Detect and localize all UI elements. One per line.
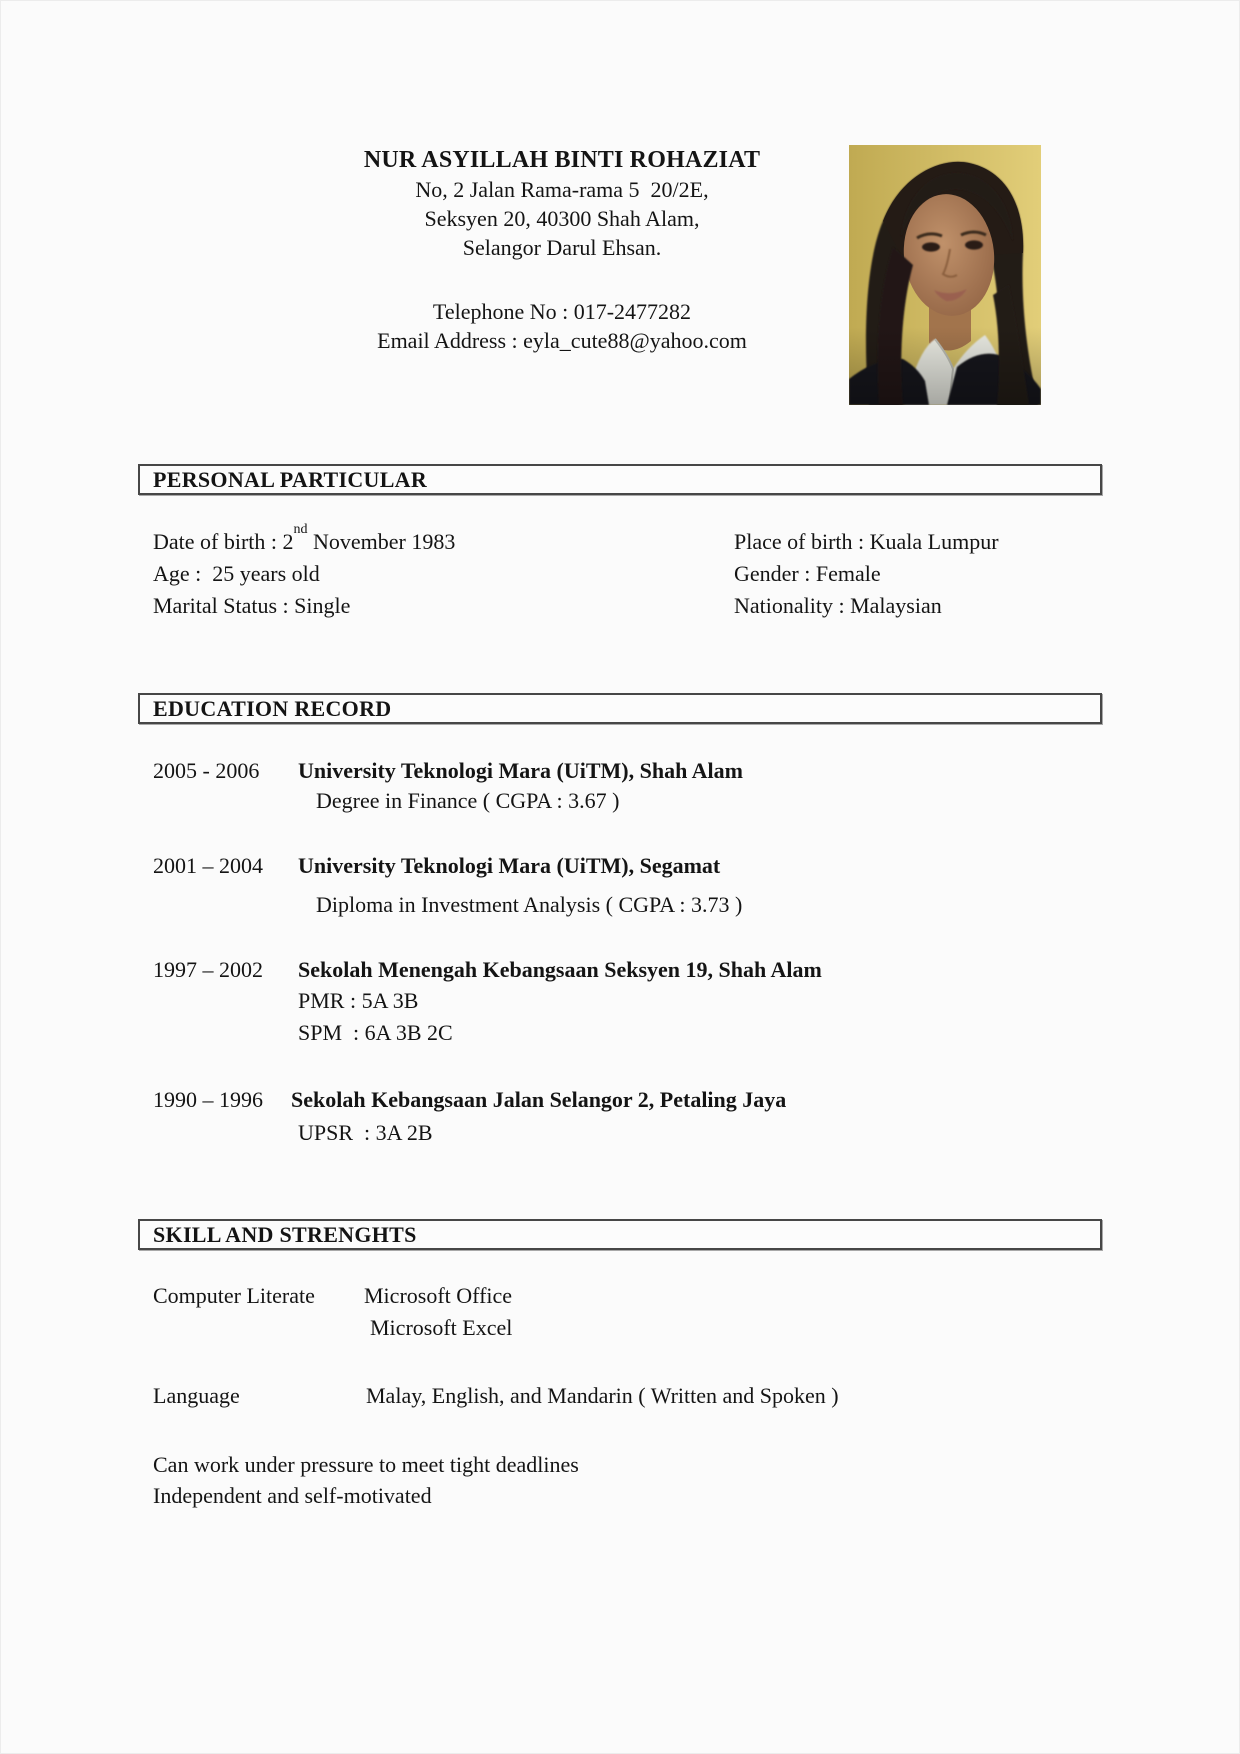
- profile-photo-graphic: [849, 145, 1041, 405]
- education-school: Sekolah Menengah Kebangsaan Seksyen 19, Shah Alam: [298, 957, 822, 982]
- section-personal-particular: [138, 464, 1102, 495]
- address-line-3: Selangor Darul Ehsan.: [462, 235, 662, 260]
- skill-label-language: Language: [153, 1383, 240, 1408]
- skill-value-excel: Microsoft Excel: [370, 1315, 513, 1340]
- dob-post: November 1983: [307, 529, 456, 554]
- photo-vignette: [849, 145, 1041, 405]
- strength-statement-1: Can work under pressure to meet tight deadlines: [153, 1452, 579, 1477]
- age-row: Age : 25 years old: [153, 561, 320, 586]
- education-period: 1990 – 1996: [153, 1087, 263, 1112]
- section-skill-strengths: [138, 1219, 1102, 1250]
- gender-row: Gender : Female: [734, 561, 881, 586]
- dob-pre: Date of birth : 2: [153, 529, 294, 554]
- nationality-row: Nationality : Malaysian: [734, 593, 942, 618]
- email-line: Email Address : eyla_cute88@yahoo.com: [377, 328, 747, 353]
- marital-row: Marital Status : Single: [153, 593, 351, 618]
- education-detail: UPSR : 3A 2B: [298, 1120, 433, 1145]
- education-school: Sekolah Kebangsaan Jalan Selangor 2, Petaling Jaya: [291, 1087, 787, 1112]
- skill-value-language: Malay, English, and Mandarin ( Written and Spoken ): [366, 1383, 839, 1408]
- skill-label-computer: Computer Literate: [153, 1283, 315, 1308]
- education-school: University Teknologi Mara (UiTM), Shah Alam: [298, 758, 743, 783]
- strength-statement-2: Independent and self-motivated: [153, 1483, 432, 1508]
- dob-row: [153, 521, 456, 555]
- education-detail: SPM : 6A 3B 2C: [298, 1020, 453, 1045]
- telephone-line: Telephone No : 017-2477282: [432, 299, 692, 324]
- section-title-education: EDUCATION RECORD: [153, 695, 392, 721]
- education-period: 2001 – 2004: [153, 853, 263, 878]
- section-education-record: [138, 693, 1102, 724]
- education-school: University Teknologi Mara (UiTM), Segamat: [298, 853, 721, 878]
- section-title-personal: PERSONAL PARTICULAR: [153, 466, 428, 492]
- address-line-2: Seksyen 20, 40300 Shah Alam,: [424, 206, 700, 231]
- applicant-name: NUR ASYILLAH BINTI ROHAZIAT: [363, 147, 761, 173]
- place-of-birth-row: Place of birth : Kuala Lumpur: [734, 529, 999, 554]
- skill-value-office: Microsoft Office: [364, 1283, 513, 1308]
- education-detail: Diploma in Investment Analysis ( CGPA : 3.73 ): [316, 892, 743, 917]
- address-line-1: No, 2 Jalan Rama-rama 5 20/2E,: [415, 177, 709, 202]
- section-title-skills: SKILL AND STRENGHTS: [153, 1221, 417, 1247]
- education-period: 2005 - 2006: [153, 758, 260, 783]
- dob-ordinal: nd: [293, 521, 308, 537]
- profile-photo: [849, 145, 1041, 405]
- education-detail: Degree in Finance ( CGPA : 3.67 ): [316, 788, 620, 813]
- education-period: 1997 – 2002: [153, 957, 263, 982]
- education-detail: PMR : 5A 3B: [298, 988, 419, 1013]
